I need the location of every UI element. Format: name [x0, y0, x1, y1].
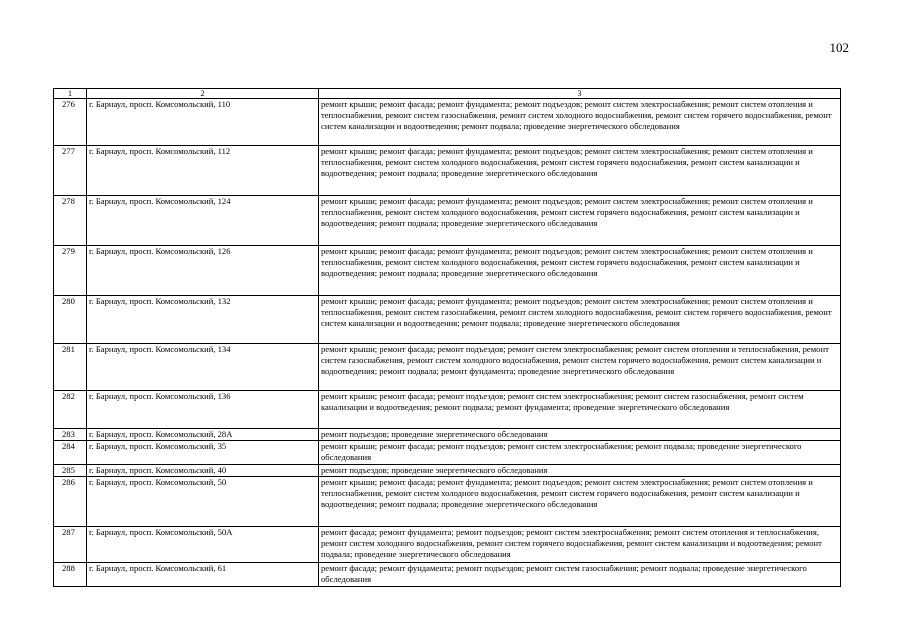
table-row [54, 99, 841, 146]
row-works: ремонт фасада; ремонт фундамента; ремонт подъездов; ремонт систем газоснабжения; ремонт подвала; проведение энергетического обследования [319, 562, 841, 586]
column-header-3: 3 [319, 89, 841, 99]
table-row [54, 429, 841, 441]
row-number: 279 [54, 246, 87, 296]
row-address: г. Барнаул, просп. Комсомольский, 132 [87, 296, 319, 344]
column-header-1: 1 [54, 89, 87, 99]
row-number: 281 [54, 344, 87, 391]
table-row [54, 441, 841, 464]
row-address: г. Барнаул, просп. Комсомольский, 112 [87, 146, 319, 196]
column-header-2: 2 [87, 89, 319, 99]
row-address: г. Барнаул, просп. Комсомольский, 134 [87, 344, 319, 391]
row-address: г. Барнаул, просп. Комсомольский, 124 [87, 196, 319, 246]
row-number: 285 [54, 464, 87, 476]
row-number: 278 [54, 196, 87, 246]
row-works: ремонт фасада; ремонт фундамента; ремонт подъездов; ремонт систем электроснабжения; ремонт систем отопления и теплоснабжения, ремонт систем холодного водоснабжения, ремонт систем горячего водоснабжения, ремонт систем канализации и водоотведения; ремонт подвала; проведение энергетического обследования [319, 526, 841, 562]
row-works: ремонт крыши; ремонт фасада; ремонт фундамента; ремонт подъездов; ремонт систем электроснабжения; ремонт систем отопления и теплоснабжения, ремонт систем холодного водоснабжения, ремонт систем горячего водоснабжения, ремонт систем канализации и водоотведения; ремонт подвала; проведение энергетического обследования [319, 146, 841, 196]
row-address: г. Барнаул, просп. Комсомольский, 126 [87, 246, 319, 296]
row-number: 284 [54, 441, 87, 464]
row-works: ремонт крыши; ремонт фасада; ремонт фундамента; ремонт подъездов; ремонт систем электроснабжения; ремонт систем отопления и теплоснабжения, ремонт систем холодного водоснабжения, ремонт систем горячего водоснабжения, ремонт систем канализации и водоотведения; ремонт подвала; проведение энергетического обследования [319, 246, 841, 296]
row-address: г. Барнаул, просп. Комсомольский, 50 [87, 476, 319, 526]
row-address: г. Барнаул, просп. Комсомольский, 110 [87, 99, 319, 146]
works-table [53, 88, 841, 587]
table-row [54, 562, 841, 586]
row-address: г. Барнаул, просп. Комсомольский, 136 [87, 391, 319, 429]
row-works: ремонт крыши; ремонт фасада; ремонт фундамента; ремонт подъездов; ремонт систем электроснабжения; ремонт систем отопления и теплоснабжения, ремонт систем холодного водоснабжения, ремонт систем горячего водоснабжения, ремонт систем канализации и водоотведения; ремонт подвала; проведение энергетического обследования [319, 476, 841, 526]
row-number: 287 [54, 526, 87, 562]
row-address: г. Барнаул, просп. Комсомольский, 28А [87, 429, 319, 441]
row-works: ремонт крыши; ремонт фасада; ремонт подъездов; ремонт систем электроснабжения; ремонт подвала; проведение энергетического обследования [319, 441, 841, 464]
table-row [54, 526, 841, 562]
row-address: г. Барнаул, просп. Комсомольский, 40 [87, 464, 319, 476]
table-row [54, 246, 841, 296]
row-works: ремонт крыши; ремонт фасада; ремонт подъездов; ремонт систем электроснабжения; ремонт систем газоснабжения, ремонт систем канализации и водоотведения; ремонт подвала; ремонт фундамента; проведение энергетического обследования [319, 391, 841, 429]
row-number: 276 [54, 99, 87, 146]
row-number: 283 [54, 429, 87, 441]
row-works: ремонт крыши; ремонт фасада; ремонт фундамента; ремонт подъездов; ремонт систем электроснабжения; ремонт систем отопления и теплоснабжения, ремонт систем газоснабжения, ремонт систем холодного водоснабжения, ремонт систем горячего водоснабжения, ремонт систем канализации и водоотведения; ремонт подвала; проведение энергетического обследования [319, 296, 841, 344]
row-works: ремонт подъездов; проведение энергетического обследования [319, 429, 841, 441]
table-row [54, 391, 841, 429]
table-row [54, 464, 841, 476]
row-works: ремонт крыши; ремонт фасада; ремонт подъездов; ремонт систем электроснабжения; ремонт систем отопления и теплоснабжения, ремонт систем газоснабжения, ремонт систем холодного водоснабжения, ремонт систем горячего водоснабжения, ремонт систем канализации и водоотведения; ремонт подвала; ремонт фундамента; проведение энергетического обследования [319, 344, 841, 391]
row-works: ремонт крыши; ремонт фасада; ремонт фундамента; ремонт подъездов; ремонт систем электроснабжения; ремонт систем отопления и теплоснабжения, ремонт систем газоснабжения, ремонт систем холодного водоснабжения, ремонт систем горячего водоснабжения, ремонт систем канализации и водоотведения; ремонт подвала; проведение энергетического обследования [319, 99, 841, 146]
table-row [54, 296, 841, 344]
row-number: 282 [54, 391, 87, 429]
row-address: г. Барнаул, просп. Комсомольский, 61 [87, 562, 319, 586]
row-works: ремонт крыши; ремонт фасада; ремонт фундамента; ремонт подъездов; ремонт систем электроснабжения; ремонт систем отопления и теплоснабжения, ремонт систем холодного водоснабжения, ремонт систем горячего водоснабжения, ремонт систем канализации и водоотведения; ремонт подвала; проведение энергетического обследования [319, 196, 841, 246]
row-number: 288 [54, 562, 87, 586]
table-row [54, 196, 841, 246]
table-row [54, 344, 841, 391]
row-address: г. Барнаул, просп. Комсомольский, 50А [87, 526, 319, 562]
page-number: 102 [829, 40, 849, 55]
table-header-row [54, 89, 841, 99]
row-number: 280 [54, 296, 87, 344]
row-number: 277 [54, 146, 87, 196]
row-works: ремонт подъездов; проведение энергетического обследования [319, 464, 841, 476]
row-number: 286 [54, 476, 87, 526]
table-row [54, 476, 841, 526]
row-address: г. Барнаул, просп. Комсомольский, 35 [87, 441, 319, 464]
table-row [54, 146, 841, 196]
